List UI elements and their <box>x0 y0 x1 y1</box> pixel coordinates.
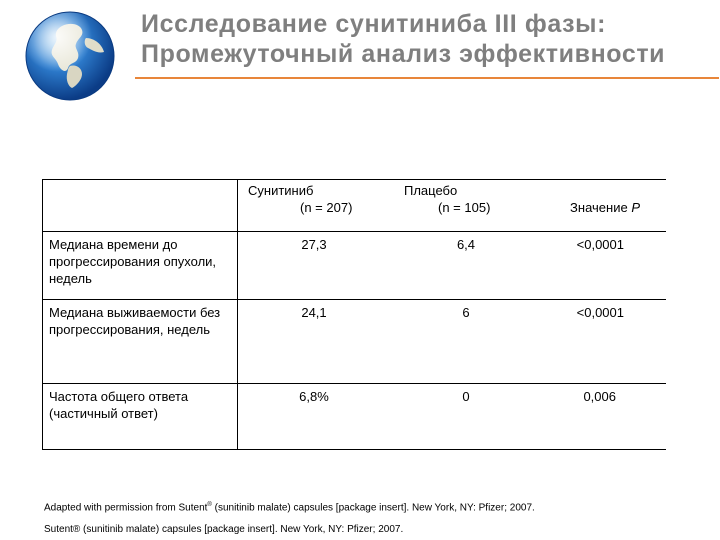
row-label: Частота общего ответа (частичный ответ) <box>43 384 238 450</box>
table-header-row <box>43 180 667 232</box>
title-underline <box>135 77 719 79</box>
cell-placebo: 0 <box>390 384 542 450</box>
cell-placebo: 6 <box>390 300 542 384</box>
globe-icon <box>22 8 118 104</box>
slide-title-line1: Исследование сунитиниба III фазы: <box>141 10 607 38</box>
cell-p-value: <0,0001 <box>542 232 666 300</box>
cell-sunitinib: 24,1 <box>238 300 391 384</box>
cell-p-value: 0,006 <box>542 384 666 450</box>
header-p-value <box>542 180 666 232</box>
header-placebo-n: (n = 105) <box>438 200 491 215</box>
cell-sunitinib: 6,8% <box>238 384 391 450</box>
footnote-adapted <box>44 502 535 513</box>
efficacy-table <box>42 179 666 450</box>
slide-title <box>141 9 716 69</box>
header-empty-cell <box>43 180 238 232</box>
header-placebo <box>390 180 542 232</box>
row-label: Медиана времени до прогрессирования опухоли, недель <box>43 232 238 300</box>
footnote-adapted-post: (sunitinib malate) capsules [package insert]. New York, NY: Pfizer; 2007. <box>211 502 535 514</box>
table-row <box>43 232 667 300</box>
footnote-adapted-pre: Adapted with permission from Sutent <box>44 502 208 514</box>
table-row <box>43 384 667 450</box>
cell-p-value: <0,0001 <box>542 300 666 384</box>
header-placebo-name: Плацебо <box>404 183 458 198</box>
cell-placebo: 6,4 <box>390 232 542 300</box>
table-row <box>43 300 667 384</box>
header-sunitinib <box>238 180 391 232</box>
header-sunitinib-name: Сунитиниб <box>248 183 314 198</box>
header-sunitinib-n: (n = 207) <box>300 200 353 215</box>
header-p-italic: P <box>631 200 640 215</box>
cell-sunitinib: 27,3 <box>238 232 391 300</box>
slide-title-line2: Промежуточный анализ эффективности <box>141 40 666 68</box>
row-label: Медиана выживаемости без прогрессирования, недель <box>43 300 238 384</box>
header-p-label: Значение <box>570 200 628 215</box>
footnote-reference: Sutent® (sunitinib malate) capsules [package insert]. New York, NY: Pfizer; 2007. <box>44 524 404 535</box>
footnote-registered-mark: ® <box>207 502 212 508</box>
